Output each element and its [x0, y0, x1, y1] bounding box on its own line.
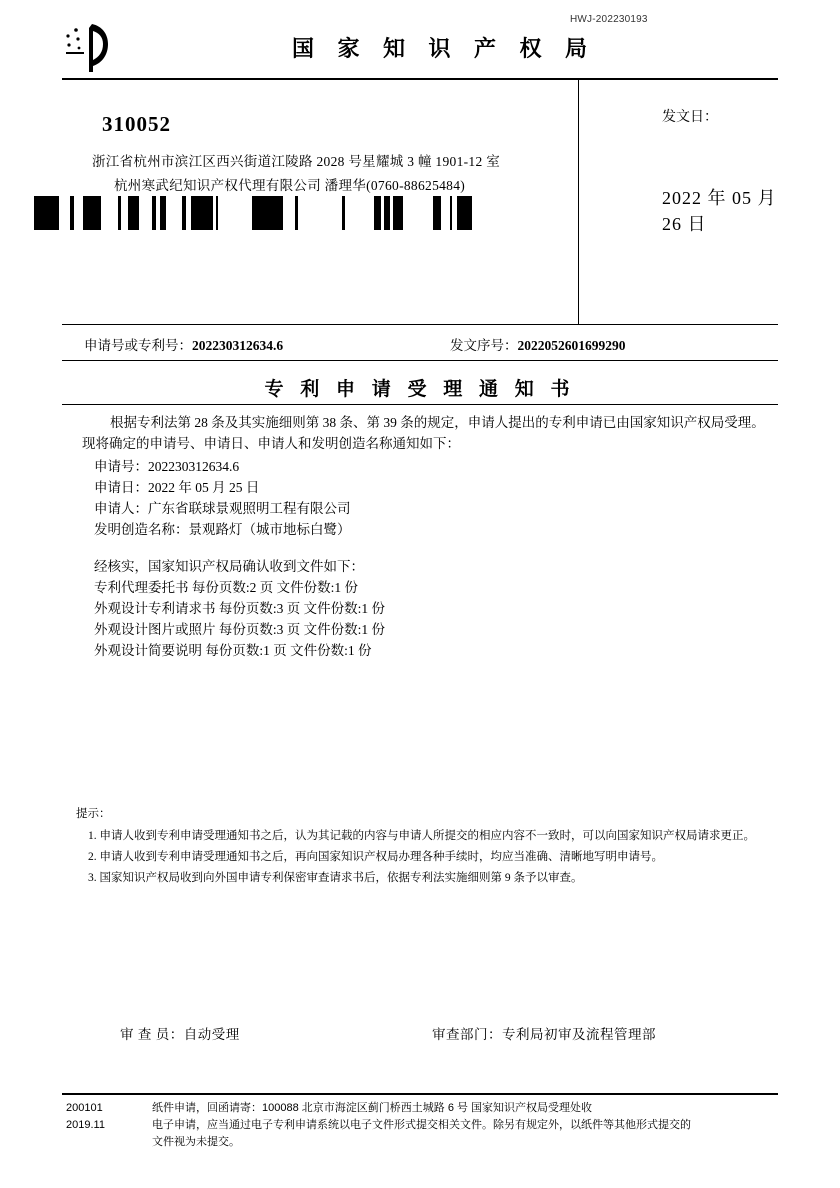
- application-number: [84, 334, 283, 354]
- serial-number-value: 2022052601699290: [517, 338, 626, 353]
- serial-number-label: 发文序号：: [450, 338, 518, 353]
- examiner-label: 审 查 员：: [120, 1027, 184, 1042]
- organization-title: 国 家 知 识 产 权 局: [292, 36, 597, 61]
- department-value: 专利局初审及流程管理部: [502, 1027, 656, 1042]
- page-title: 专 利 申 请 受 理 通 知 书: [264, 379, 576, 400]
- body-spacer: [62, 540, 778, 556]
- info-applicant: 申请人：广东省联球景观照明工程有限公司: [94, 501, 351, 516]
- document-code: HWJ-202230193: [570, 14, 648, 25]
- document-item: 外观设计专利请求书 每份页数:3 页 文件份数:1 份: [94, 601, 386, 616]
- issue-date-label: 发文日：: [662, 110, 718, 125]
- examiner-value: 自动受理: [183, 1027, 240, 1042]
- notes-section: [62, 805, 778, 890]
- examiner: [120, 1023, 240, 1043]
- document-body: [62, 412, 778, 661]
- note-item: 3. 国家知识产权局收到向外国申请专利保密审查请求书后，依据专利法实施细则第 9 条予以审查。: [88, 872, 583, 884]
- document-item: 外观设计图片或照片 每份页数:3 页 文件份数:1 份: [94, 622, 386, 637]
- barcode-serial-number: [252, 196, 472, 230]
- footer-text: [152, 1100, 772, 1151]
- footer-codes: [66, 1100, 146, 1134]
- document-header: [62, 22, 778, 74]
- footer-code-1: 200101: [66, 1102, 103, 1114]
- info-invention-name: 发明创造名称：景观路灯（城市地标白鹭）: [94, 522, 351, 537]
- serial-number: [450, 334, 626, 354]
- address-line-1: 浙江省杭州市滨江区西兴街道江陵路 2028 号星耀城 3 幢 1901-12 室: [92, 154, 500, 169]
- note-item: 2. 申请人收到专利申请受理通知书之后，再向国家知识产权局办理各种手续时，均应当准确、清晰地写明申请号。: [88, 851, 663, 863]
- department-label: 审查部门：: [432, 1027, 502, 1042]
- notes-title: 提示：: [76, 808, 111, 820]
- document-item: 专利代理委托书 每份页数:2 页 文件份数:1 份: [94, 580, 359, 595]
- title-divider: [62, 404, 778, 405]
- document-item: 外观设计简要说明 每份页数:1 页 文件份数:1 份: [94, 643, 372, 658]
- footer-line-1: 纸件申请，回函请寄：100088 北京市海淀区蓟门桥西土城路 6 号 国家知识产权局受理处收: [152, 1102, 593, 1114]
- info-application-date: 申请日：2022 年 05 月 25 日: [94, 480, 260, 495]
- barcode-application-number: [28, 196, 218, 230]
- address-line-2: 杭州寒武纪知识产权代理有限公司 潘理华(0760-88625484): [114, 178, 466, 193]
- national-emblem-icon: [62, 22, 120, 74]
- postcode: 310052: [102, 112, 171, 136]
- footer-divider: [62, 1093, 778, 1095]
- footer-code-2: 2019.11: [66, 1119, 105, 1131]
- examining-department: [432, 1023, 656, 1043]
- footer-line-2: 电子申请，应当通过电子专利申请系统以电子文件形式提交相关文件。除另有规定外，以纸件等其他形式提交的: [152, 1119, 691, 1131]
- address-block-divider: [578, 80, 579, 325]
- issue-date-value: 2022 年 05 月 26 日: [662, 188, 777, 234]
- footer-line-3: 文件视为未提交。: [152, 1136, 240, 1148]
- info-confirm-line: 经核实，国家知识产权局确认收到文件如下：: [94, 559, 364, 574]
- body-paragraph: 根据专利法第 28 条及其实施细则第 38 条、第 39 条的规定，申请人提出的专利申请已由国家知识产权局受理。现将确定的申请号、申请日、申请人和发明创造名称通知如下：: [82, 415, 765, 451]
- application-number-value: 202230312634.6: [192, 338, 284, 353]
- info-application-number: 申请号：202230312634.6: [94, 459, 240, 474]
- application-number-row: [62, 330, 778, 361]
- application-number-label: 申请号或专利号：: [84, 338, 192, 353]
- note-item: 1. 申请人收到专利申请受理通知书之后，认为其记载的内容与申请人所提交的相应内容不一致时，可以向国家知识产权局请求更正。: [88, 830, 755, 842]
